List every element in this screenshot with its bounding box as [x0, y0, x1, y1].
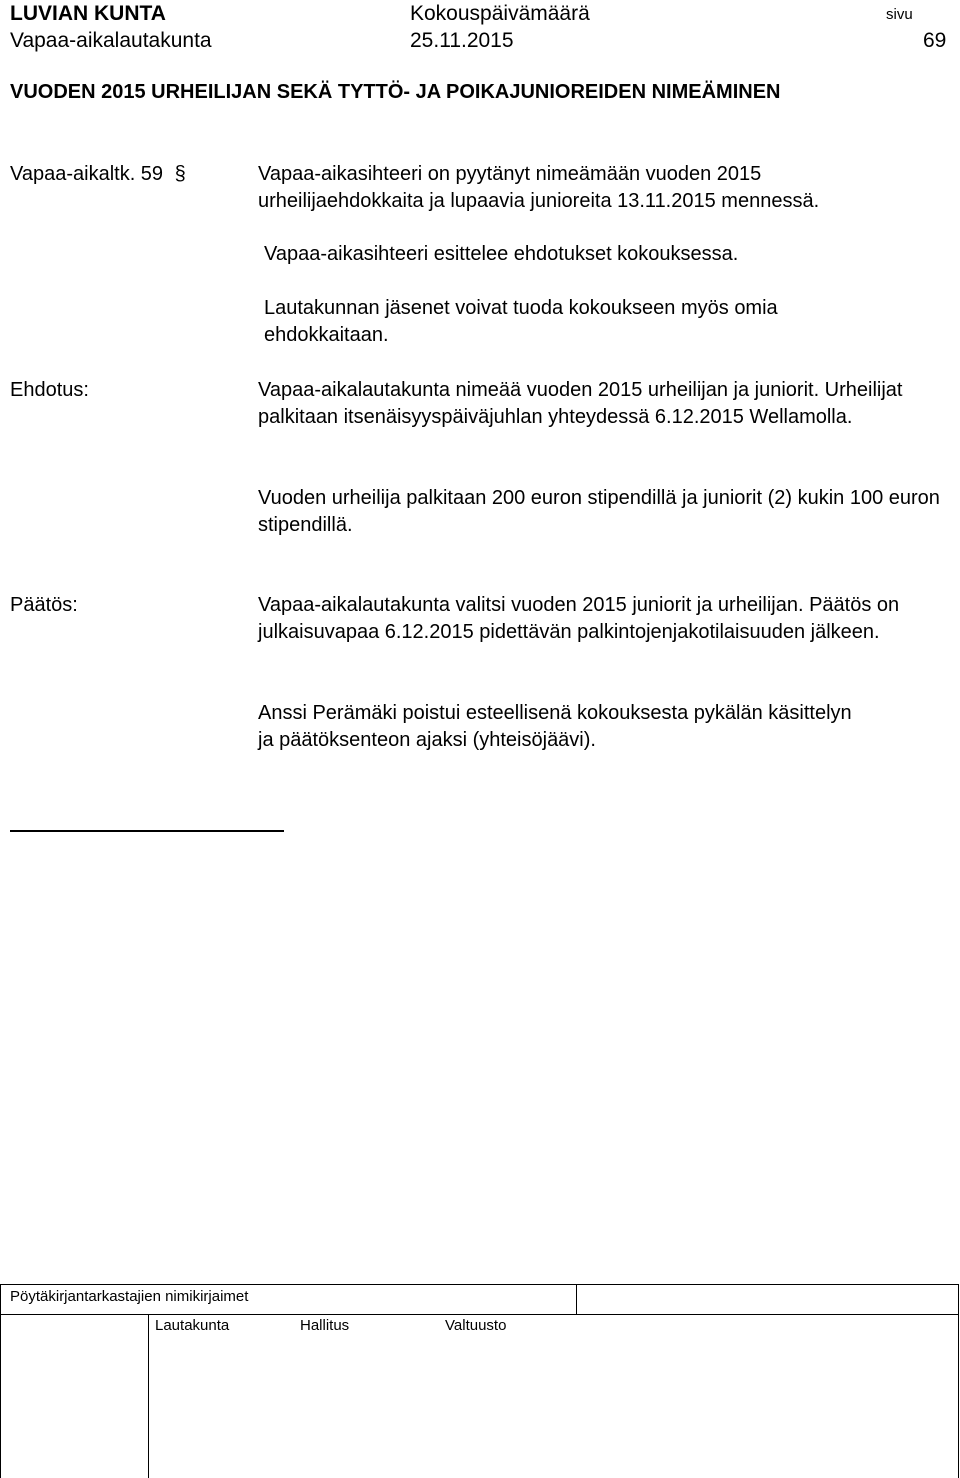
proposal-paragraph-2: Vuoden urheilija palkitaan 200 euron stipendillä ja juniorit (2) kukin 100 euron stipendillä.: [258, 487, 940, 536]
proposal-label: Ehdotus:: [10, 379, 89, 401]
meeting-date: 25.11.2015: [410, 29, 514, 52]
decision-paragraph-2: Anssi Perämäki poistui esteellisenä kokouksesta pykälän käsittelyn ja päätöksenteon ajaksi (yhteisöjäävi).: [258, 702, 852, 751]
signatures-label: Pöytäkirjantarkastajien nimikirjaimet: [10, 1288, 249, 1305]
table-right-border: [958, 1284, 959, 1478]
members-paragraph: Lautakunnan jäsenet voivat tuoda kokoukseen myös omia ehdokkaitaan.: [264, 297, 778, 346]
table-column-divider: [148, 1314, 149, 1478]
signature-table: [0, 1284, 960, 1478]
section-reference: [10, 161, 186, 187]
body-name: Vapaa-aikalautakunta: [10, 29, 212, 52]
column-lautakunta: Lautakunta: [155, 1317, 230, 1334]
page-number: 69: [923, 29, 947, 52]
separator-line: [10, 830, 284, 832]
intro-paragraph: Vapaa-aikasihteeri on pyytänyt nimeämään vuoden 2015 urheilijaehdokkaita ja lupaavia junioreita 13.11.2015 mennessä.: [258, 163, 820, 212]
paragraph-sign: §: [174, 163, 186, 185]
table-header-divider: [576, 1284, 577, 1314]
proposal-paragraph-1: Vapaa-aikalautakunta nimeää vuoden 2015 urheilijan ja juniorit. Urheilijat palkitaan itsenäisyyspäiväjuhlan yhteydessä 6.12.2015 Wellamolla.: [258, 379, 903, 428]
decision-paragraph-1: Vapaa-aikalautakunta valitsi vuoden 2015 juniorit ja urheilijan. Päätös on julkaisuvapaa 6.12.2015 pidettävän palkintojenjakotilaisuuden jälkeen.: [258, 594, 900, 643]
section-ref-prefix: Vapaa-aikaltk. 59: [10, 163, 164, 185]
presentation-paragraph: Vapaa-aikasihteeri esittelee ehdotukset kokouksessa.: [264, 243, 739, 265]
page-label: sivu: [886, 6, 913, 23]
column-hallitus: Hallitus: [300, 1317, 350, 1334]
table-middle-border: [0, 1314, 958, 1315]
column-valtuusto: Valtuusto: [445, 1317, 507, 1334]
table-left-border: [0, 1284, 1, 1478]
table-top-border: [0, 1284, 958, 1285]
section-title: VUODEN 2015 URHEILIJAN SEKÄ TYTTÖ- JA POIKAJUNIOREIDEN NIMEÄMINEN: [10, 81, 781, 103]
municipality-name: LUVIAN KUNTA: [10, 2, 166, 25]
meeting-date-label: Kokouspäivämäärä: [410, 2, 590, 25]
decision-label: Päätös:: [10, 594, 78, 616]
